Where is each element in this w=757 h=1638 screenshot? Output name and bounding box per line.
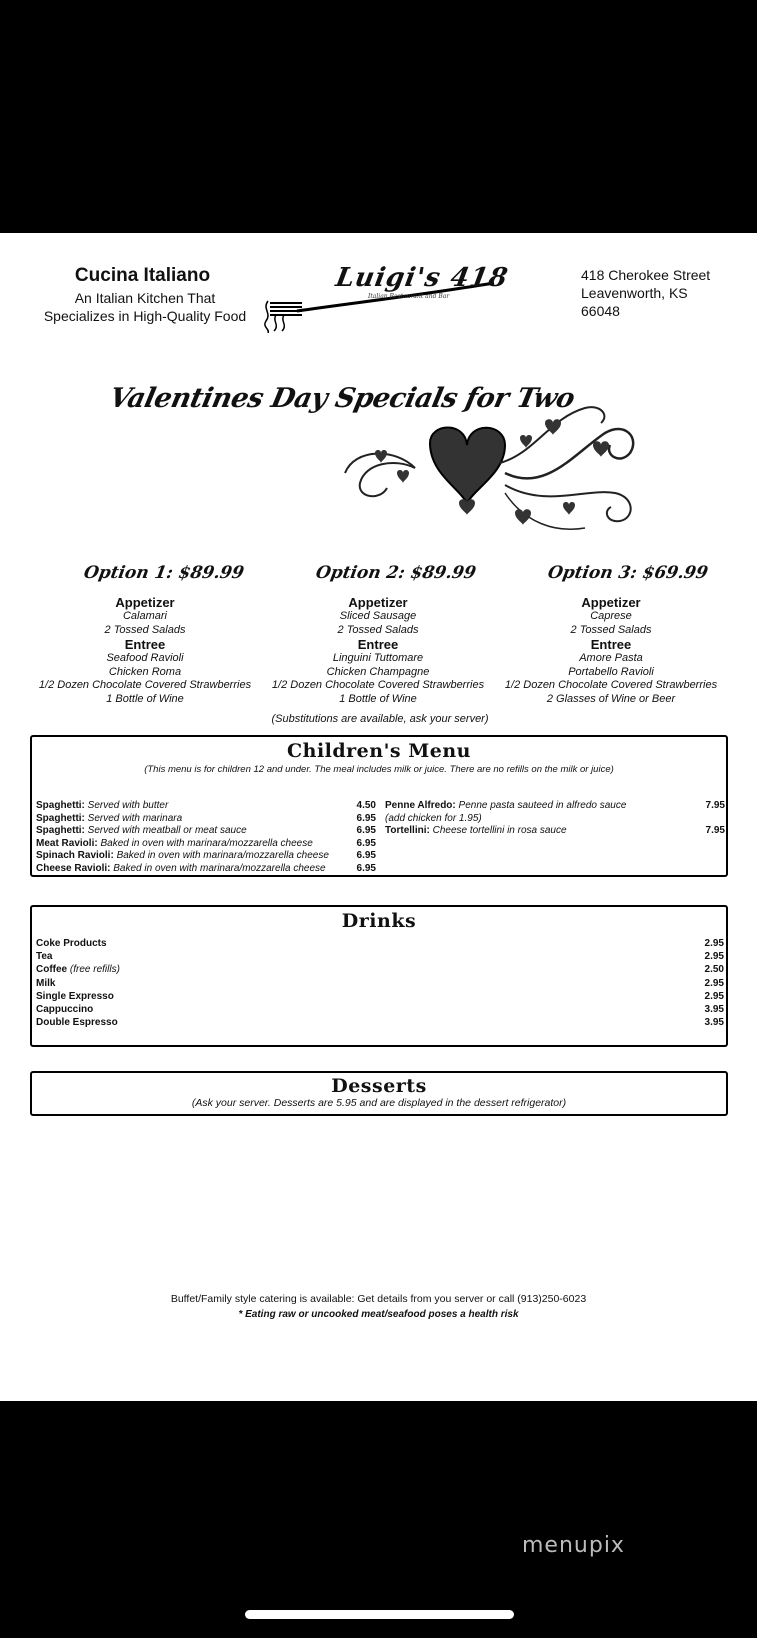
brand-subtitle-line-1: An Italian Kitchen That [74, 290, 216, 306]
item-price: 6.95 [356, 850, 376, 861]
list-item [36, 825, 376, 838]
list-item [385, 813, 725, 826]
address-street: 418 Cherokee Street [581, 267, 711, 283]
address-block [581, 266, 710, 320]
watermark: menupix [522, 1533, 625, 1558]
childrens-menu-note: (This menu is for children 12 and under. The meal includes milk or juice. There are no refills on the milk or juice) [144, 764, 614, 775]
item-name: Meat Ravioli: [36, 837, 98, 849]
option-3-title: Option 3: $69.99 [546, 563, 710, 583]
list-item [36, 813, 376, 826]
item-name: Spaghetti: [36, 825, 85, 836]
menu-item: 2 Glasses of Wine or Beer [546, 692, 676, 705]
item-name: Double Espresso [36, 1017, 118, 1029]
item-price: 6.95 [356, 825, 376, 836]
appetizer-heading: Appetizer [115, 595, 175, 610]
drinks-box [30, 905, 728, 1047]
item-price: 3.95 [704, 1017, 724, 1029]
menu-item: Chicken Champagne [326, 665, 430, 678]
menu-item: Caprese [590, 610, 632, 622]
menu-item: Amore Pasta [579, 652, 643, 664]
drinks-list [36, 937, 724, 1029]
item-price: 2.95 [704, 977, 724, 989]
entree-heading: Entree [124, 637, 166, 652]
list-item [36, 963, 724, 976]
menu-item: Calamari [122, 610, 167, 622]
list-item [385, 825, 725, 838]
item-name: Coke Products [36, 938, 107, 949]
item-description: (add chicken for 1.95) [385, 812, 482, 824]
childrens-menu-box [30, 735, 728, 877]
list-item [36, 950, 724, 963]
menu-item: 1/2 Dozen Chocolate Covered Strawberries [271, 679, 485, 691]
item-description: Baked in oven with marinara/mozzarella cheese [100, 837, 313, 849]
item-name: Spaghetti: [36, 800, 85, 811]
menu-item: Seafood Ravioli [106, 652, 184, 664]
item-price: 2.95 [704, 951, 724, 963]
menu-item: 1/2 Dozen Chocolate Covered Strawberries [38, 679, 252, 691]
menu-item: 2 Tossed Salads [570, 623, 652, 636]
heart-swirl-icon [335, 393, 645, 553]
desserts-box [30, 1071, 728, 1116]
list-item [36, 838, 376, 851]
menu-item: Chicken Roma [108, 665, 182, 678]
list-item [385, 800, 725, 813]
menu-item: Portabello Ravioli [568, 665, 654, 678]
childrens-menu-right-list [385, 800, 725, 838]
item-description: Served with marinara [87, 812, 183, 824]
list-item [36, 990, 724, 1003]
item-description: Baked in oven with marinara/mozzarella cheese [113, 862, 326, 874]
desserts-title: Desserts [331, 1075, 427, 1097]
item-name: Milk [36, 977, 56, 989]
item-name: Penne Alfredo: [385, 800, 456, 811]
drinks-title: Drinks [341, 910, 417, 932]
list-item [36, 1003, 724, 1016]
menu-item: 1/2 Dozen Chocolate Covered Strawberries [504, 679, 718, 691]
item-price: 6.95 [356, 837, 376, 849]
option-2-title: Option 2: $89.99 [314, 563, 478, 583]
item-description: Served with butter [87, 800, 169, 811]
item-name: Single Expresso [36, 990, 114, 1002]
health-warning: * Eating raw or uncooked meat/seafood poses a health risk [238, 1309, 519, 1320]
item-price: 2.50 [704, 964, 724, 976]
item-description: Served with meatball or meat sauce [87, 825, 247, 836]
home-indicator[interactable] [245, 1610, 514, 1619]
item-name: Coffee [36, 964, 68, 976]
item-description: Penne pasta sauteed in alfredo sauce [458, 800, 627, 811]
item-name: Cheese Ravioli: [36, 862, 111, 874]
menu-item: 2 Tossed Salads [337, 623, 419, 636]
menu-item: 2 Tossed Salads [104, 623, 186, 636]
menu-item: Linguini Tuttomare [332, 652, 424, 664]
item-name: Tea [36, 951, 53, 963]
item-price: 7.95 [705, 825, 725, 836]
item-name: Cappuccino [36, 1004, 94, 1016]
item-price: 3.95 [704, 1004, 724, 1016]
item-price: 6.95 [356, 812, 376, 824]
item-name: Spaghetti: [36, 812, 85, 824]
list-item [36, 977, 724, 990]
entree-heading: Entree [357, 637, 399, 652]
address-city: Leavenworth, KS [581, 285, 688, 301]
menu-item: Sliced Sausage [339, 610, 417, 622]
entree-heading: Entree [590, 637, 632, 652]
logo-name: Luigi's 418 [333, 263, 511, 293]
item-price: 6.95 [356, 862, 376, 874]
list-item [36, 863, 376, 876]
appetizer-heading: Appetizer [581, 595, 641, 610]
desserts-note: (Ask your server. Desserts are 5.95 and are displayed in the dessert refrigerator) [191, 1097, 567, 1109]
option-1-title: Option 1: $89.99 [82, 563, 246, 583]
childrens-menu-title: Children's Menu [287, 740, 471, 762]
appetizer-heading: Appetizer [348, 595, 408, 610]
item-name: Tortellini: [385, 825, 430, 836]
item-price: 7.95 [705, 800, 725, 811]
logo-tagline: Italian Restaurant and Bar [368, 293, 450, 300]
brand-subtitle [30, 289, 260, 325]
brand-subtitle-line-2: Specializes in High-Quality Food [43, 308, 247, 324]
item-price: 2.95 [704, 938, 724, 949]
valentines-title: Valentines Day Specials for Two [106, 383, 578, 414]
item-description: Cheese tortellini in rosa sauce [432, 825, 567, 836]
item-price: 2.95 [704, 990, 724, 1002]
substitutions-note: (Substitutions are available, ask your server) [271, 713, 489, 725]
menu-item: 1 Bottle of Wine [339, 692, 417, 705]
menu-page [0, 233, 757, 1401]
catering-note: Buffet/Family style catering is available: Get details from you server or call (913)250-6023 [170, 1293, 587, 1305]
item-description: (free refills) [69, 964, 120, 976]
brand-title: Cucina Italiano [74, 265, 211, 286]
option-3-column [491, 595, 731, 706]
list-item [36, 937, 724, 950]
list-item [36, 850, 376, 863]
option-1-column [25, 595, 265, 706]
item-name: Spinach Ravioli: [36, 850, 114, 861]
item-description: Baked in oven with marinara/mozzarella cheese [116, 850, 329, 861]
option-2-column [258, 595, 498, 706]
address-zip: 66048 [581, 303, 620, 319]
menu-item: 1 Bottle of Wine [106, 692, 184, 705]
item-price: 4.50 [356, 800, 376, 811]
list-item [36, 1016, 724, 1029]
list-item [36, 800, 376, 813]
childrens-menu-left-list [36, 800, 376, 875]
